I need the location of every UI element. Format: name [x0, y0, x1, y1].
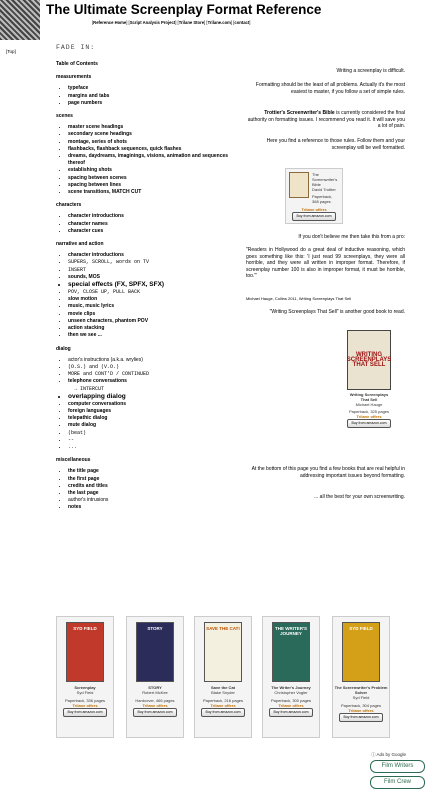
- book-availability[interactable]: Trilane offers: [278, 703, 304, 708]
- buy-amazon-button[interactable]: Buy from amazon.com: [347, 419, 390, 428]
- book-format: Paperback, 216 pages: [202, 698, 244, 703]
- book-author: Michael Hauge: [355, 402, 383, 407]
- book-availability[interactable]: Trilane offers: [356, 414, 382, 419]
- page-title: The Ultimate Screenplay Format Reference: [46, 2, 322, 17]
- shelf-book-cover[interactable]: SYD FIELD: [66, 622, 104, 682]
- nav-link-script-analysis[interactable]: Script Analysis Project: [129, 20, 176, 25]
- book-format: Hardcover, 466 pages: [135, 698, 175, 703]
- buy-amazon-button[interactable]: Buy from amazon.com: [133, 708, 176, 717]
- toc-section-heading: dialog: [56, 345, 71, 352]
- toc-section-heading: miscellaneous: [56, 457, 91, 464]
- shelf-book-card[interactable]: [262, 616, 320, 738]
- book-format: Paperback, 368 pages: [312, 194, 333, 204]
- toc-link[interactable]: • the title page: [68, 468, 236, 475]
- book-author: Syd Field: [352, 695, 370, 700]
- book-title[interactable]: STORY: [148, 685, 162, 690]
- bible-book-link[interactable]: Trottier's Screenwriter's Bible: [264, 110, 335, 116]
- book-title[interactable]: Save the Cat: [210, 685, 235, 690]
- toc-link[interactable]: • margins and tabs: [68, 93, 236, 100]
- toc-link[interactable]: • author's intrusions: [68, 497, 236, 504]
- shelf-book-cover[interactable]: SYD FIELD: [342, 622, 380, 682]
- shelf-book-cover[interactable]: THE WRITER'S JOURNEY: [272, 622, 310, 682]
- buy-amazon-button[interactable]: Buy from amazon.com: [63, 708, 106, 717]
- toc-link[interactable]: • the last page: [68, 490, 236, 497]
- toc-link[interactable]: • (beat): [68, 430, 236, 437]
- shelf-book-cover[interactable]: SAVE THE CAT!: [204, 622, 242, 682]
- toc-title: Table of Contents: [56, 61, 98, 67]
- toc-link[interactable]: • music, music lyrics: [68, 303, 236, 310]
- book-availability[interactable]: Trilane offers: [301, 207, 327, 212]
- toc-link[interactable]: • mute dialog: [68, 422, 236, 429]
- book-format: Paperback, 300 pages: [270, 698, 312, 703]
- toc-link[interactable]: • --: [68, 437, 236, 444]
- book-cover-bible[interactable]: [289, 172, 309, 198]
- nav-bracket: [: [92, 20, 94, 25]
- book-author: Blake Snyder: [211, 690, 235, 695]
- book-availability[interactable]: Trilane offers: [72, 703, 98, 708]
- toc-link[interactable]: • overlapping dialog: [68, 393, 236, 401]
- fade-in-label: FADE IN:: [56, 44, 96, 51]
- toc-link[interactable]: • SUPERS, SCROLL, words on TV: [68, 259, 236, 266]
- toc-link[interactable]: • ...: [68, 444, 236, 451]
- intro-paragraph-reference: Here you find a reference to those rules. Follow them and your screenplay will be well formatted.: [266, 138, 405, 151]
- shelf-book-cover[interactable]: STORY: [136, 622, 174, 682]
- toc-link[interactable]: • typeface: [68, 85, 236, 92]
- ads-label-text: Ads by Google: [376, 752, 407, 757]
- toc-link[interactable]: • character introductions: [68, 252, 236, 259]
- buy-amazon-button[interactable]: Buy from amazon.com: [339, 713, 382, 722]
- book-availability[interactable]: Trilane offers: [142, 703, 168, 708]
- intro-line: Writing a screenplay is difficult.: [336, 68, 405, 74]
- book-card-hauge[interactable]: [346, 330, 392, 446]
- book-title[interactable]: Screenplay: [74, 685, 96, 690]
- site-logo[interactable]: [0, 0, 40, 40]
- toc-section-heading: characters: [56, 202, 82, 209]
- book-author: Syd Field: [76, 690, 94, 695]
- shelf-book-card[interactable]: [194, 616, 252, 738]
- toc-link[interactable]: • master scene headings: [68, 124, 236, 131]
- toc-link[interactable]: • montage, series of shots: [68, 139, 236, 146]
- toc-link[interactable]: • spacing between scenes: [68, 175, 236, 182]
- toc-link[interactable]: • sounds, MOS: [68, 274, 236, 281]
- toc-link[interactable]: • establishing shots: [68, 167, 236, 174]
- nav-link-trilane-store[interactable]: Trilane Store: [178, 20, 205, 25]
- book-author: Robert McKee: [142, 690, 168, 695]
- book-title[interactable]: Writing Screenplays That Sell: [349, 392, 389, 402]
- ads-by-google-label: [371, 752, 406, 758]
- book-author: David Trottier: [312, 187, 336, 192]
- toc-section-heading: measurements: [56, 74, 92, 81]
- quote-source: Michael Hauge, Collins 2011, Writing Screenplays That Sell: [246, 296, 352, 301]
- toc-link[interactable]: • action stacking: [68, 325, 236, 332]
- toc-sections: [56, 74, 236, 511]
- toc-link[interactable]: • slow motion: [68, 296, 236, 303]
- toc-link[interactable]: • special effects (FX, SPFX, SFX): [68, 281, 236, 289]
- closing-note: ... all the best for your own screenwriting.: [314, 494, 405, 500]
- nav-link-reference-home[interactable]: Reference Home: [93, 20, 127, 25]
- book-title[interactable]: The Screenwriter's Bible: [312, 172, 338, 187]
- book-format: Paperback, 304 pages: [340, 703, 382, 708]
- toc-link[interactable]: • page numbers: [68, 100, 236, 107]
- toc-link[interactable]: • INSERT: [68, 267, 236, 274]
- toc-section-list: [56, 124, 236, 196]
- toc-link[interactable]: • then we see ...: [68, 332, 236, 339]
- bottom-books-note: At the bottom of this page you find a few books that are real helpful in addressing important issues beyond formatting.: [251, 466, 405, 479]
- toc-link[interactable]: • spacing between lines: [68, 182, 236, 189]
- shelf-book-card[interactable]: [126, 616, 184, 738]
- toc-link[interactable]: → INTERCUT: [74, 385, 105, 392]
- toc-section-heading: narrative and action: [56, 241, 104, 248]
- nav-separator: ] [: [126, 20, 130, 25]
- toc-link[interactable]: • telephone conversations: [68, 378, 236, 385]
- book-format: Paperback, 336 pages: [64, 698, 106, 703]
- intro-paragraph-bible: [246, 110, 405, 130]
- nav-separator: ] [: [204, 20, 208, 25]
- book-format: Paperback, 325 pages: [348, 409, 390, 414]
- shelf-book-card[interactable]: [332, 616, 390, 738]
- toc-link[interactable]: • POV, CLOSE UP, PULL BACK: [68, 289, 236, 296]
- nav-bracket: ]: [249, 20, 251, 25]
- nav-link-trilane-com[interactable]: Trilane.com: [207, 20, 231, 25]
- book-cover-hauge[interactable]: WRITING SCREENPLAYS THAT SELL: [347, 330, 391, 390]
- shelf-book-card[interactable]: [56, 616, 114, 738]
- book-availability[interactable]: Trilane offers: [210, 703, 236, 708]
- book-card-bible[interactable]: [285, 168, 343, 224]
- toc-link[interactable]: • unseen characters, phantom POV: [68, 318, 236, 325]
- toc-link[interactable]: • character introductions: [68, 213, 236, 220]
- table-of-contents: [56, 61, 236, 512]
- buy-amazon-button[interactable]: Buy from amazon.com: [201, 708, 244, 717]
- toc-link[interactable]: • dreams, daydreams, imaginings, visions, animation and sequences thereof: [68, 153, 236, 167]
- buy-amazon-button[interactable]: Buy from amazon.com: [292, 212, 335, 221]
- nav-link-contact[interactable]: contact: [234, 20, 250, 25]
- toc-link[interactable]: • character names: [68, 221, 236, 228]
- nav-separator: ] [: [175, 20, 179, 25]
- toc-link[interactable]: • computer conversations: [68, 401, 236, 408]
- toc-link[interactable]: • actor's instructions (a.k.a. wrylies): [68, 357, 236, 364]
- toc-section-list: [56, 252, 236, 339]
- toc-link[interactable]: • credits and titles: [68, 483, 236, 490]
- ad-link-film-crew[interactable]: Film Crew: [370, 776, 425, 789]
- book-title[interactable]: The Writer's Journey: [271, 685, 311, 690]
- toc-section-list: [56, 85, 236, 107]
- toc-link[interactable]: • movie clips: [68, 311, 236, 318]
- toc-link[interactable]: • scene transitions, MATCH CUT: [68, 189, 236, 196]
- toc-link[interactable]: • notes: [68, 504, 236, 511]
- book-shelf: [56, 616, 416, 741]
- hauge-quote: "Readers in Hollywood do a great deal of inductive reasoning, which goes something like this: 'I just read 99 screenplays, they were all horrible, and they were all written in improper format. Therefore, if screenplay number 100 is also in improper format, it must be horrible, too.'": [246, 247, 405, 279]
- toc-section-heading: scenes: [56, 113, 73, 120]
- toc-link[interactable]: • (O.S.) and (V.O.): [68, 364, 236, 371]
- buy-amazon-button[interactable]: Buy from amazon.com: [269, 708, 312, 717]
- top-link[interactable]: [Top]: [6, 49, 16, 54]
- toc-link[interactable]: • the first page: [68, 476, 236, 483]
- toc-section-list: [56, 213, 236, 235]
- ad-link-film-writers[interactable]: Film Writers: [370, 760, 425, 773]
- ad-info-icon[interactable]: ⓘ: [371, 752, 376, 757]
- second-book-recommendation: "Writing Screenplays That Sell" is another good book to read.: [269, 309, 405, 315]
- top-nav: [92, 20, 250, 25]
- toc-link[interactable]: • secondary scene headings: [68, 131, 236, 138]
- book-availability[interactable]: Trilane offers: [348, 708, 374, 713]
- book-author: Christopher Vogler: [274, 690, 308, 695]
- toc-section-list: [56, 357, 236, 451]
- bible-text: is currently considered the final authority on formatting issues. I recommend you read it. It will save you a lot of pain.: [247, 110, 405, 129]
- toc-link[interactable]: • character cues: [68, 228, 236, 235]
- intro-paragraph-formatting: Formatting should be the least of all problems. Actually it's the most easiest to master, if you follow a set of simple rules.: [255, 82, 405, 95]
- pro-intro: If you don't believe me then take this from a pro:: [298, 234, 405, 240]
- nav-separator: ] [: [230, 20, 235, 25]
- toc-section-list: [56, 468, 236, 511]
- book-title[interactable]: The Screenwriter's Problem Solver: [334, 685, 388, 695]
- toc-link[interactable]: • flashbacks, flashback sequences, quick flashes: [68, 146, 236, 153]
- toc-link[interactable]: • MORE and CONT'D / CONTINUED: [68, 371, 236, 378]
- toc-link[interactable]: • foreign languages: [68, 408, 236, 415]
- toc-link[interactable]: • telepathic dialog: [68, 415, 236, 422]
